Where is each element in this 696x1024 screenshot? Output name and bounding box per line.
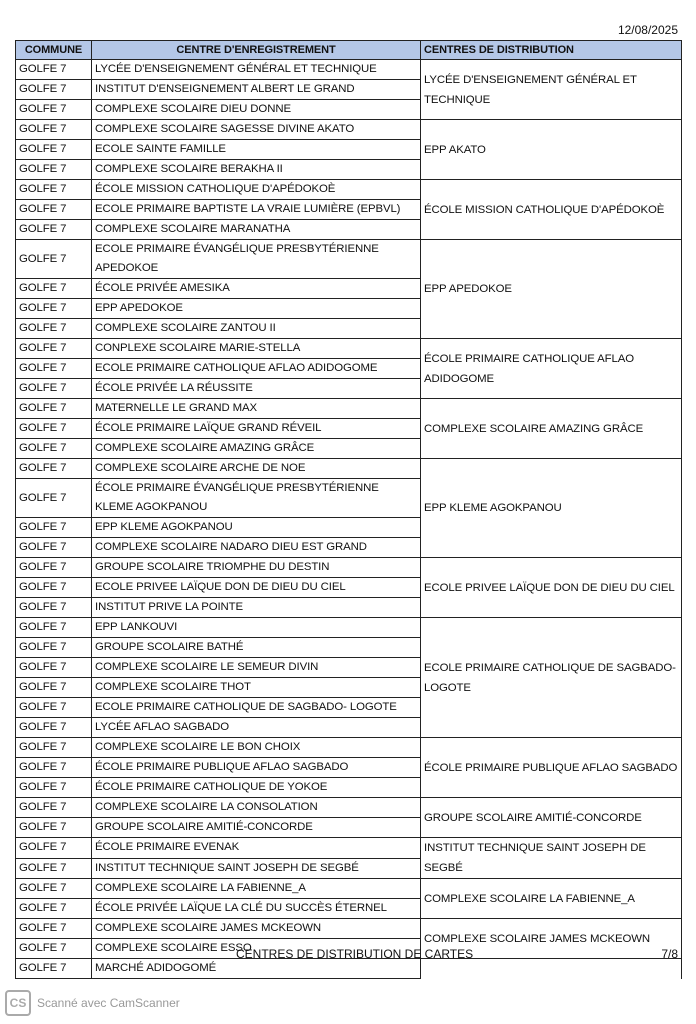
- distribution-cell: EPP APEDOKOE: [421, 240, 682, 339]
- table-header-row: [16, 41, 682, 60]
- commune-cell: GOLFE 7: [16, 200, 92, 220]
- centre-cell: EPP APEDOKOE: [92, 299, 421, 319]
- commune-cell: GOLFE 7: [16, 518, 92, 538]
- commune-cell: GOLFE 7: [16, 758, 92, 778]
- commune-cell: GOLFE 7: [16, 678, 92, 698]
- commune-cell: GOLFE 7: [16, 618, 92, 638]
- distribution-cell: ÉCOLE PRIMAIRE PUBLIQUE AFLAO SAGBADO: [421, 738, 682, 798]
- table-row: [16, 879, 682, 899]
- distribution-cell: EPP KLEME AGOKPANOU: [421, 459, 682, 558]
- centre-cell: COMPLEXE SCOLAIRE SAGESSE DIVINE AKATO: [92, 120, 421, 140]
- commune-cell: GOLFE 7: [16, 798, 92, 818]
- table-row: [16, 798, 682, 818]
- table-row: [16, 240, 682, 279]
- commune-cell: GOLFE 7: [16, 899, 92, 919]
- centre-cell: ECOLE PRIMAIRE BAPTISTE LA VRAIE LUMIÈRE (EPBVL): [92, 200, 421, 220]
- distribution-cell: COMPLEXE SCOLAIRE LA FABIENNE_A: [421, 879, 682, 919]
- commune-cell: GOLFE 7: [16, 778, 92, 798]
- commune-cell: GOLFE 7: [16, 279, 92, 299]
- centre-cell: MARCHÉ ADIDOGOMÉ: [92, 959, 421, 979]
- table-row: [16, 180, 682, 200]
- commune-cell: GOLFE 7: [16, 379, 92, 399]
- commune-cell: GOLFE 7: [16, 638, 92, 658]
- commune-cell: GOLFE 7: [16, 658, 92, 678]
- column-header-distribution: CENTRES DE DISTRIBUTION: [421, 41, 682, 60]
- footer-title: CENTRES DE DISTRIBUTION DE CARTES: [236, 947, 474, 961]
- commune-cell: GOLFE 7: [16, 339, 92, 359]
- commune-cell: GOLFE 7: [16, 858, 92, 879]
- table-row: [16, 558, 682, 578]
- centre-cell: ECOLE SAINTE FAMILLE: [92, 140, 421, 160]
- commune-cell: GOLFE 7: [16, 120, 92, 140]
- centre-cell: COMPLEXE SCOLAIRE NADARO DIEU EST GRAND: [92, 538, 421, 558]
- centre-cell: EPP KLEME AGOKPANOU: [92, 518, 421, 538]
- commune-cell: GOLFE 7: [16, 558, 92, 578]
- scanner-watermark: [5, 990, 180, 1016]
- table-row: [16, 459, 682, 479]
- centre-cell: ECOLE PRIMAIRE ÉVANGÉLIQUE PRESBYTÉRIENNE APEDOKOE: [92, 240, 421, 279]
- centre-cell: INSTITUT PRIVE LA POINTE: [92, 598, 421, 618]
- centre-cell: ÉCOLE PRIMAIRE CATHOLIQUE DE YOKOE: [92, 778, 421, 798]
- centre-cell: COMPLEXE SCOLAIRE LA FABIENNE_A: [92, 879, 421, 899]
- commune-cell: GOLFE 7: [16, 240, 92, 279]
- table-row: [16, 738, 682, 758]
- commune-cell: GOLFE 7: [16, 738, 92, 758]
- commune-cell: GOLFE 7: [16, 220, 92, 240]
- table-row: [16, 120, 682, 140]
- commune-cell: GOLFE 7: [16, 718, 92, 738]
- table-row: [16, 60, 682, 80]
- centre-cell: ÉCOLE MISSION CATHOLIQUE D'APÉDOKOÈ: [92, 180, 421, 200]
- centre-cell: ECOLE PRIMAIRE CATHOLIQUE DE SAGBADO- LOGOTE: [92, 698, 421, 718]
- distribution-cell: ÉCOLE PRIMAIRE CATHOLIQUE AFLAO ADIDOGOME: [421, 339, 682, 399]
- distribution-cell: COMPLEXE SCOLAIRE AMAZING GRÂCE: [421, 399, 682, 459]
- table-row: [16, 919, 682, 939]
- centre-cell: CONPLEXE SCOLAIRE MARIE-STELLA: [92, 339, 421, 359]
- commune-cell: GOLFE 7: [16, 319, 92, 339]
- commune-cell: GOLFE 7: [16, 140, 92, 160]
- commune-cell: GOLFE 7: [16, 879, 92, 899]
- centre-cell: LYCÉE D'ENSEIGNEMENT GÉNÉRAL ET TECHNIQUE: [92, 60, 421, 80]
- centre-cell: COMPLEXE SCOLAIRE MARANATHA: [92, 220, 421, 240]
- table-row: [16, 618, 682, 638]
- distribution-table: [15, 40, 682, 979]
- centre-cell: EPP LANKOUVI: [92, 618, 421, 638]
- commune-cell: GOLFE 7: [16, 698, 92, 718]
- commune-cell: GOLFE 7: [16, 939, 92, 959]
- centre-cell: ÉCOLE PRIMAIRE ÉVANGÉLIQUE PRESBYTÉRIENNE KLEME AGOKPANOU: [92, 479, 421, 518]
- centre-cell: ÉCOLE PRIVÉE LA RÉUSSITE: [92, 379, 421, 399]
- centre-cell: COMPLEXE SCOLAIRE JAMES MCKEOWN: [92, 919, 421, 939]
- centre-cell: ÉCOLE PRIVÉE LAÏQUE LA CLÉ DU SUCCÈS ÉTERNEL: [92, 899, 421, 919]
- centre-cell: COMPLEXE SCOLAIRE ESSO: [92, 939, 421, 959]
- commune-cell: GOLFE 7: [16, 60, 92, 80]
- centre-cell: COMPLEXE SCOLAIRE AMAZING GRÂCE: [92, 439, 421, 459]
- centre-cell: GROUPE SCOLAIRE TRIOMPHE DU DESTIN: [92, 558, 421, 578]
- scanner-text: Scanné avec CamScanner: [37, 996, 180, 1010]
- commune-cell: GOLFE 7: [16, 180, 92, 200]
- commune-cell: GOLFE 7: [16, 80, 92, 100]
- centre-cell: COMPLEXE SCOLAIRE LE SEMEUR DIVIN: [92, 658, 421, 678]
- commune-cell: GOLFE 7: [16, 538, 92, 558]
- table-body: [16, 60, 682, 979]
- commune-cell: GOLFE 7: [16, 959, 92, 979]
- commune-cell: GOLFE 7: [16, 359, 92, 379]
- camscanner-logo-icon: CS: [5, 990, 31, 1016]
- commune-cell: GOLFE 7: [16, 919, 92, 939]
- column-header-centre: CENTRE D'ENREGISTREMENT: [92, 41, 421, 60]
- centre-cell: COMPLEXE SCOLAIRE BERAKHA II: [92, 160, 421, 180]
- commune-cell: GOLFE 7: [16, 299, 92, 319]
- table-row: [16, 339, 682, 359]
- commune-cell: GOLFE 7: [16, 100, 92, 120]
- centre-cell: INSTITUT TECHNIQUE SAINT JOSEPH DE SEGBÉ: [92, 858, 421, 879]
- centre-cell: GROUPE SCOLAIRE AMITIÉ-CONCORDE: [92, 818, 421, 838]
- distribution-cell: ECOLE PRIMAIRE CATHOLIQUE DE SAGBADO- LOGOTE: [421, 618, 682, 738]
- centre-cell: COMPLEXE SCOLAIRE ARCHE DE NOE: [92, 459, 421, 479]
- centre-cell: COMPLEXE SCOLAIRE THOT: [92, 678, 421, 698]
- column-header-commune: COMMUNE: [16, 41, 92, 60]
- table-row: [16, 959, 682, 979]
- centre-cell: ECOLE PRIMAIRE CATHOLIQUE AFLAO ADIDOGOME: [92, 359, 421, 379]
- centre-cell: COMPLEXE SCOLAIRE ZANTOU II: [92, 319, 421, 339]
- distribution-cell: INSTITUT TECHNIQUE SAINT JOSEPH DE SEGBÉ: [421, 838, 682, 879]
- distribution-cell: EPP AKATO: [421, 120, 682, 180]
- distribution-cell: COMPLEXE SCOLAIRE JAMES MCKEOWN: [421, 919, 682, 959]
- commune-cell: GOLFE 7: [16, 459, 92, 479]
- commune-cell: GOLFE 7: [16, 479, 92, 518]
- centre-cell: ECOLE PRIVEE LAÏQUE DON DE DIEU DU CIEL: [92, 578, 421, 598]
- table-row: [16, 838, 682, 859]
- centre-cell: COMPLEXE SCOLAIRE LA CONSOLATION: [92, 798, 421, 818]
- commune-cell: GOLFE 7: [16, 419, 92, 439]
- distribution-cell: ÉCOLE MISSION CATHOLIQUE D'APÉDOKOÈ: [421, 180, 682, 240]
- table-row: [16, 399, 682, 419]
- centre-cell: ÉCOLE PRIMAIRE EVENAK: [92, 838, 421, 859]
- distribution-cell: [421, 959, 682, 979]
- page-number: 7/8: [661, 947, 678, 961]
- commune-cell: GOLFE 7: [16, 399, 92, 419]
- centre-cell: MATERNELLE LE GRAND MAX: [92, 399, 421, 419]
- centre-cell: COMPLEXE SCOLAIRE DIEU DONNE: [92, 100, 421, 120]
- distribution-cell: LYCÉE D'ENSEIGNEMENT GÉNÉRAL ET TECHNIQUE: [421, 60, 682, 120]
- commune-cell: GOLFE 7: [16, 838, 92, 859]
- commune-cell: GOLFE 7: [16, 598, 92, 618]
- commune-cell: GOLFE 7: [16, 160, 92, 180]
- centre-cell: INSTITUT D'ENSEIGNEMENT ALBERT LE GRAND: [92, 80, 421, 100]
- commune-cell: GOLFE 7: [16, 818, 92, 838]
- document-date: 12/08/2025: [617, 23, 678, 37]
- centre-cell: ÉCOLE PRIMAIRE PUBLIQUE AFLAO SAGBADO: [92, 758, 421, 778]
- commune-cell: GOLFE 7: [16, 439, 92, 459]
- centre-cell: GROUPE SCOLAIRE BATHÉ: [92, 638, 421, 658]
- centre-cell: ÉCOLE PRIMAIRE LAÏQUE GRAND RÉVEIL: [92, 419, 421, 439]
- centre-cell: ÉCOLE PRIVÉE AMESIKA: [92, 279, 421, 299]
- distribution-cell: ECOLE PRIVEE LAÏQUE DON DE DIEU DU CIEL: [421, 558, 682, 618]
- distribution-cell: GROUPE SCOLAIRE AMITIÉ-CONCORDE: [421, 798, 682, 838]
- commune-cell: GOLFE 7: [16, 578, 92, 598]
- centre-cell: COMPLEXE SCOLAIRE LE BON CHOIX: [92, 738, 421, 758]
- centre-cell: LYCÉE AFLAO SAGBADO: [92, 718, 421, 738]
